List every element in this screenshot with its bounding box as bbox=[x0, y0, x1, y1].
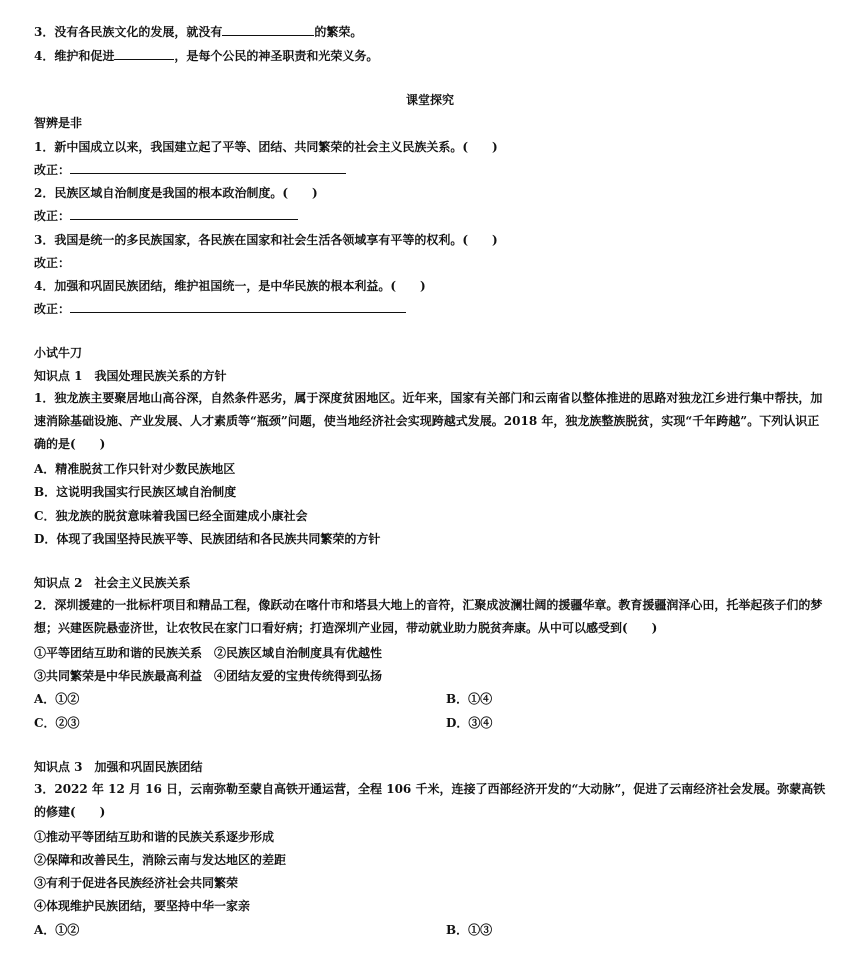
statement-row: ①推动平等团结互助和谐的民族关系逐步形成 bbox=[34, 830, 275, 844]
option-c[interactable]: C．②③ bbox=[34, 716, 80, 730]
judge-item-1: 1．新中国成立以来，我国建立起了平等、团结、共同繁荣的社会主义民族关系。( ) bbox=[34, 140, 498, 154]
judge-item-3: 3．我国是统一的多民族国家，各民族在国家和社会生活各领域享有平等的权利。( ) bbox=[34, 233, 498, 247]
statement-row: ④体现维护民族团结，要坚持中华一家亲 bbox=[34, 899, 251, 913]
correction-blank[interactable] bbox=[70, 301, 406, 313]
option-a[interactable]: A．①② bbox=[34, 923, 80, 937]
knowledge-point-2-title: 知识点 2 社会主义民族关系 bbox=[34, 576, 191, 590]
option-a[interactable]: A．①② bbox=[34, 692, 80, 706]
correction-blank[interactable] bbox=[70, 162, 346, 174]
question-2: 2．深圳援建的一批标杆项目和精品工程，像跃动在喀什市和塔县大地上的音符，汇聚成波澜壮阔的援疆华章。教育援疆润泽心田，托举起孩子们的梦想；兴建医院悬壶济世，让农牧民在家门口看好病；打造深圳产业园，带动就业助力脱贫奔康。从中可以感受到( ) bbox=[34, 598, 823, 635]
fill-item-4: 4．维护和促进 ，是每个公民的神圣职责和光荣义务。 bbox=[34, 49, 379, 63]
knowledge-point-3-title: 知识点 3 加强和巩固民族团结 bbox=[34, 760, 203, 774]
option-b[interactable]: B．①④ bbox=[446, 692, 493, 706]
option-a[interactable]: A．精准脱贫工作只针对少数民族地区 bbox=[34, 462, 236, 476]
practice-heading: 小试牛刀 bbox=[34, 346, 83, 360]
answer-blank[interactable] bbox=[114, 48, 174, 60]
option-d[interactable]: D．体现了我国坚持民族平等、民族团结和各民族共同繁荣的方针 bbox=[34, 532, 381, 546]
statement-row: ③有利于促进各民族经济社会共同繁荣 bbox=[34, 876, 239, 890]
option-c[interactable]: C．独龙族的脱贫意味着我国已经全面建成小康社会 bbox=[34, 509, 308, 523]
correction-line-3: 改正： bbox=[34, 256, 71, 270]
statement-row: ③共同繁荣是中华民族最高利益 ④团结友爱的宝贵传统得到弘扬 bbox=[34, 669, 383, 683]
section-title: 课堂探究 bbox=[405, 93, 454, 107]
judge-item-4: 4．加强和巩固民族团结，维护祖国统一，是中华民族的根本利益。( ) bbox=[34, 279, 426, 293]
statement-row: ①平等团结互助和谐的民族关系 ②民族区域自治制度具有优越性 bbox=[34, 646, 383, 660]
correction-blank[interactable] bbox=[70, 208, 298, 220]
option-d[interactable]: D．③④ bbox=[446, 716, 493, 730]
correction-line-4: 改正： bbox=[34, 301, 406, 317]
judge-item-2: 2．民族区域自治制度是我国的根本政治制度。( ) bbox=[34, 186, 318, 200]
question-3: 3．2022 年 12 月 16 日，云南弥勒至蒙自高铁开通运营，全程 106 千米，连接了西部经济开发的“大动脉”，促进了云南经济社会发展。弥蒙高铁的修建( ) bbox=[34, 782, 826, 819]
question-1: 1．独龙族主要聚居地山高谷深，自然条件恶劣，属于深度贫困地区。近年来，国家有关部门和云南省以整体推进的思路对独龙江乡进行集中帮扶，加速消除基础设施、产业发展、人才素质等“瓶颈”问题，使当地经济社会实现跨越式发展。2018 年，独龙族整族脱贫，实现“千年跨越”。下列认识正确的是( ) bbox=[34, 391, 823, 451]
knowledge-point-1-title: 知识点 1 我国处理民族关系的方针 bbox=[34, 369, 227, 383]
answer-blank[interactable] bbox=[222, 24, 314, 36]
statement-row: ②保障和改善民生，消除云南与发达地区的差距 bbox=[34, 853, 287, 867]
fill-item-3: 3．没有各民族文化的发展，就没有 的繁荣。 bbox=[34, 25, 363, 39]
option-b[interactable]: B．①③ bbox=[446, 923, 493, 937]
correction-line-2: 改正： bbox=[34, 208, 298, 224]
option-b[interactable]: B．这说明我国实行民族区域自治制度 bbox=[34, 485, 237, 499]
correction-line-1: 改正： bbox=[34, 162, 346, 178]
judge-heading: 智辨是非 bbox=[34, 116, 83, 130]
